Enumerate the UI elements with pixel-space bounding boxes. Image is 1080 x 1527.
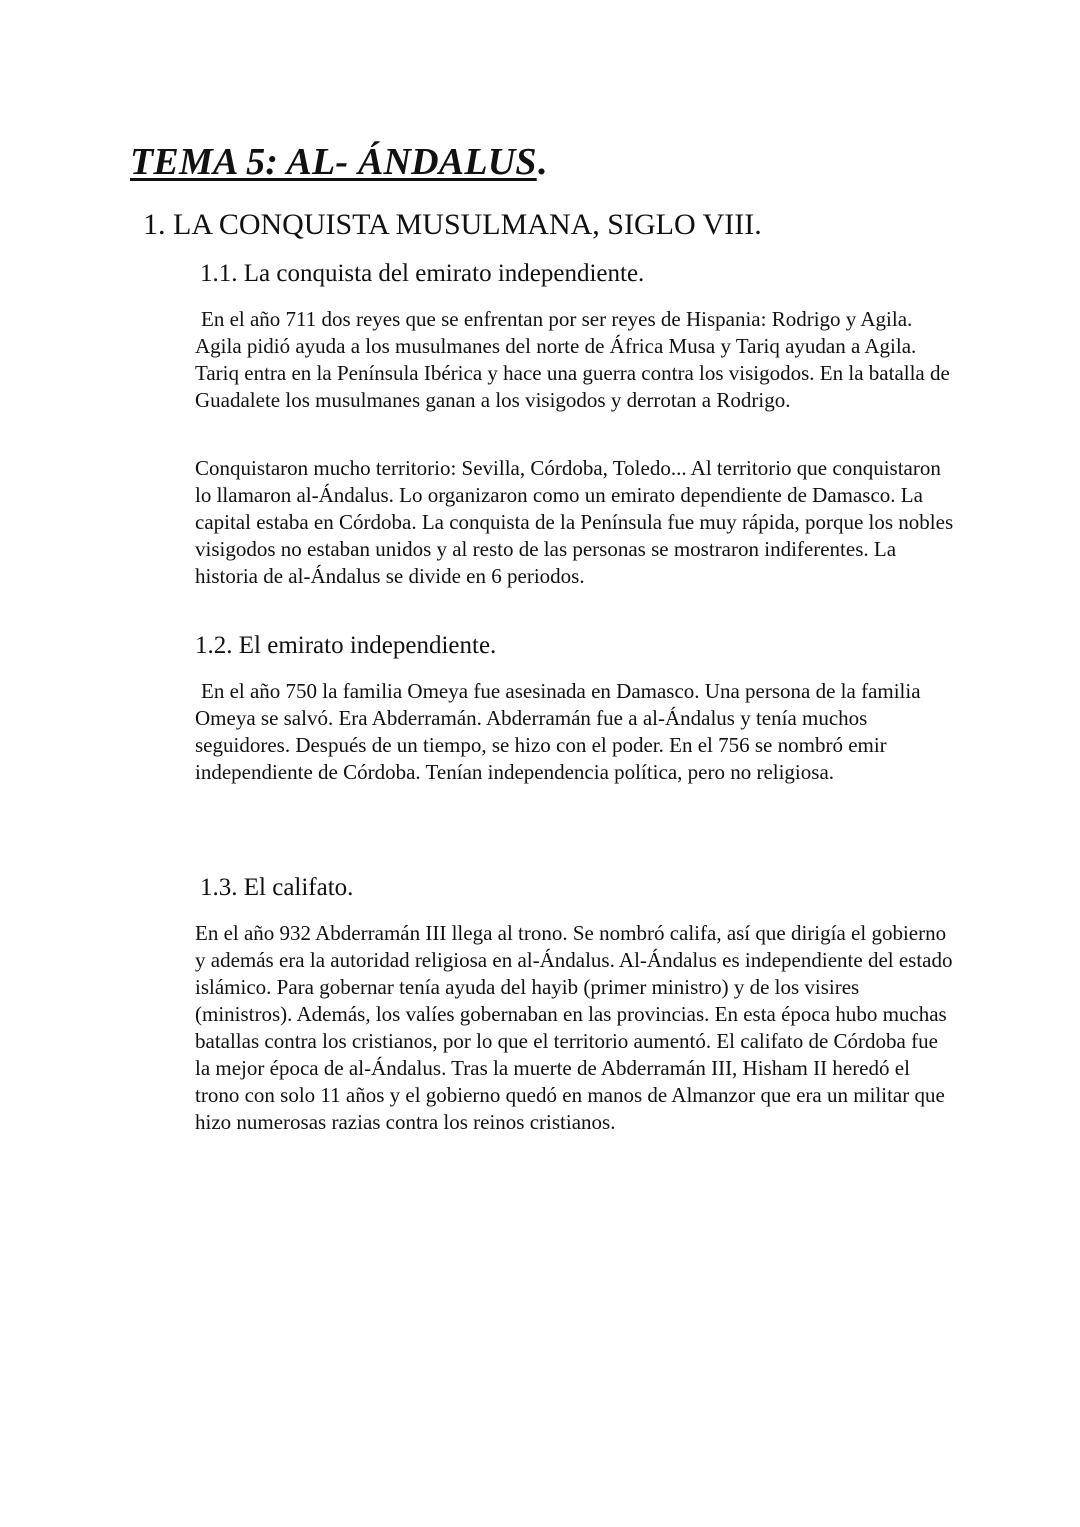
paragraph-1-1-b: Conquistaron mucho territorio: Sevilla, Córdoba, Toledo... Al territorio que conquistaron lo llamaron al-Ándalus. Lo organizaron como un emirato dependiente de Damasco. La capital estaba en Córdoba. La conquista de la Península fue muy rápida, porque los nobles visigodos no estaban unidos y al resto de las personas se mostraron indiferentes. La historia de al-Ándalus se divide en 6 periodos. [195,456,954,588]
subsection-heading-1-2: 1.2. El emirato independiente. [195,632,497,659]
document-title-text: TEMA 5: AL- ÁNDALUS [130,141,537,183]
paragraph-1-3: En el año 932 Abderramán III llega al trono. Se nombró califa, así que dirigía el gobierno y además era la autoridad religiosa en al-Ándalus. Al-Ándalus es independiente del estado islámico. Para gobernar tenía ayuda del hayib (primer ministro) y de los visires (ministros). Además, los valíes gobernaban en las provincias. En esta época hubo muchas batallas contra los cristianos, por lo que el territorio aumentó. El califato de Córdoba fue la mejor época de al-Ándalus. Tras la muerte de Abderramán III, Hisham II heredó el trono con solo 11 años y el gobierno quedó en manos de Almanzor que era un militar que hizo numerosas razias contra los reinos cristianos. [195,921,953,1134]
section-heading-conquista: 1. LA CONQUISTA MUSULMANA, SIGLO VIII. [143,208,762,241]
paragraph-1-1-a: En el año 711 dos reyes que se enfrentan por ser reyes de Hispania: Rodrigo y Agila. Agila pidió ayuda a los musulmanes del norte de África Musa y Tariq ayudan a Agila. Tariq entra en la Península Ibérica y hace una guerra contra los visigodos. En la batalla de Guadalete los musulmanes ganan a los visigodos y derrotan a Rodrigo. [195,307,950,412]
subsection-heading-1-3: 1.3. El califato. [200,874,354,901]
paragraph-1-2: En el año 750 la familia Omeya fue asesinada en Damasco. Una persona de la familia Omeya se salvó. Era Abderramán. Abderramán fue a al-Ándalus y tenía muchos seguidores. Después de un tiempo, se hizo con el poder. En el 756 se nombró emir independiente de Córdoba. Tenían independencia política, pero no religiosa. [195,679,921,784]
document-title [130,140,546,184]
document-title-punctuation: . [536,141,547,183]
subsection-heading-1-1: 1.1. La conquista del emirato independiente. [200,260,645,287]
